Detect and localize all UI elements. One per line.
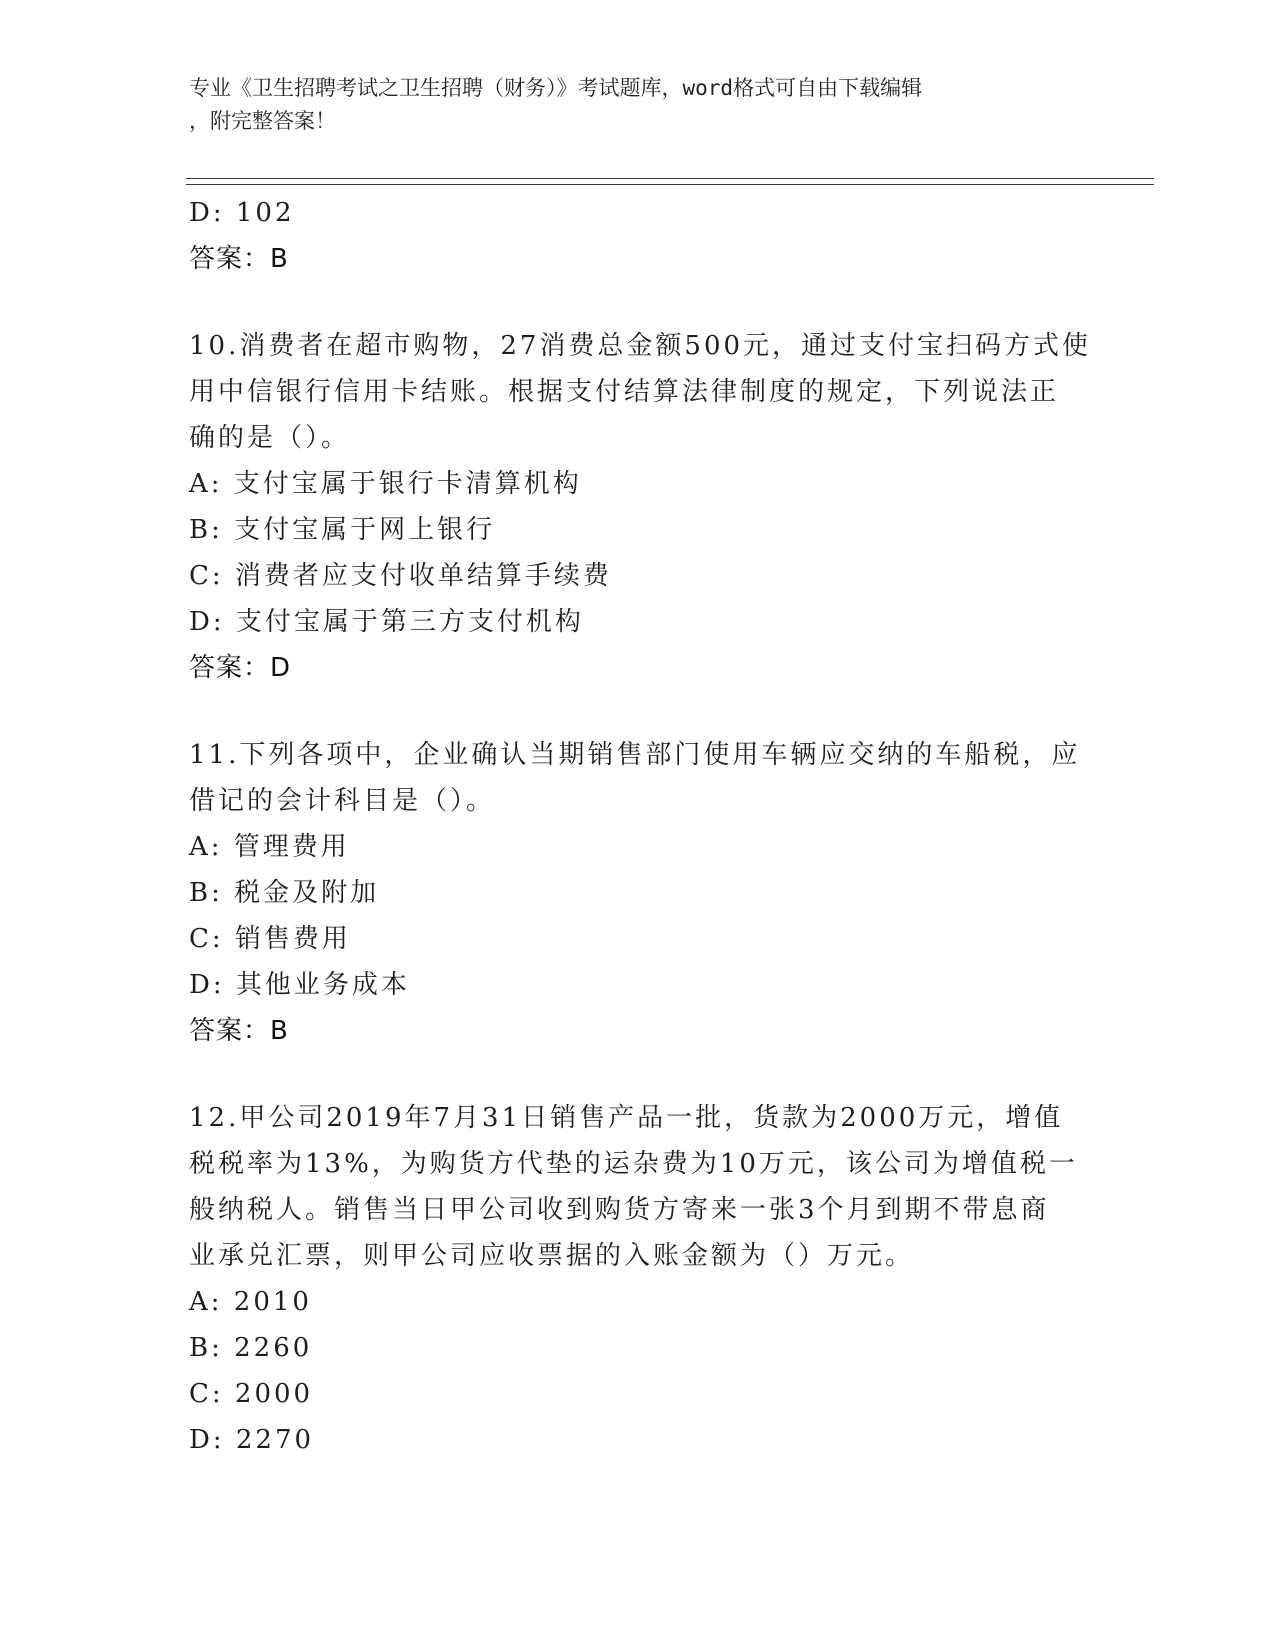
question-12	[189, 1095, 1089, 1463]
previous-question-tail	[189, 190, 1089, 282]
option-c: C: 消费者应支付收单结算手续费	[189, 561, 612, 591]
header-line-2: ，附完整答案！	[189, 109, 336, 133]
question-text-line: 借记的会计科目是（）。	[189, 786, 496, 816]
option-c: C: 销售费用	[189, 924, 351, 954]
question-text-line: 业承兑汇票，则甲公司应收票据的入账金额为（）万元。	[189, 1241, 915, 1271]
option-d: D: 2270	[189, 1425, 315, 1455]
option-b: B: 2260	[189, 1333, 313, 1363]
option-d: D: 102	[189, 198, 295, 228]
question-text-line: 10.消费者在超市购物，27消费总金额500元，通过支付宝扫码方式使	[189, 331, 1092, 361]
option-a: A: 2010	[189, 1287, 312, 1317]
document-header	[189, 72, 1069, 138]
question-10	[189, 323, 1092, 691]
option-b: B: 税金及附加	[189, 878, 380, 908]
question-text-line: 用中信银行信用卡结账。根据支付结算法律制度的规定，下列说法正	[189, 377, 1060, 407]
document-body	[189, 190, 1092, 1463]
option-a: A: 管理费用	[189, 832, 350, 862]
option-d: D: 其他业务成本	[189, 970, 410, 1000]
header-line-1: 专业《卫生招聘考试之卫生招聘（财务）》考试题库，word格式可自由下载编辑	[189, 76, 923, 100]
question-text-line: 税税率为13%，为购货方代垫的运杂费为10万元，该公司为增值税一	[189, 1149, 1078, 1179]
answer-line: 答案：B	[189, 244, 289, 274]
question-11	[189, 732, 1089, 1054]
option-d: D: 支付宝属于第三方支付机构	[189, 607, 584, 637]
question-text-line: 般纳税人。销售当日甲公司收到购货方寄来一张3个月到期不带息商	[189, 1195, 1050, 1225]
question-text-line: 11.下列各项中，企业确认当期销售部门使用车辆应交纳的车船税，应	[189, 740, 1081, 770]
question-text-line: 确的是（）。	[189, 423, 351, 453]
question-text-line: 12.甲公司2019年7月31日销售产品一批，货款为2000万元，增值	[189, 1103, 1064, 1133]
answer-line: 答案：B	[189, 1016, 289, 1046]
header-rule-bottom	[186, 184, 1154, 185]
header-rule-top	[186, 178, 1154, 179]
answer-line: 答案：D	[189, 653, 292, 683]
option-c: C: 2000	[189, 1379, 314, 1409]
option-b: B: 支付宝属于网上银行	[189, 515, 496, 545]
option-a: A: 支付宝属于银行卡清算机构	[189, 469, 582, 499]
